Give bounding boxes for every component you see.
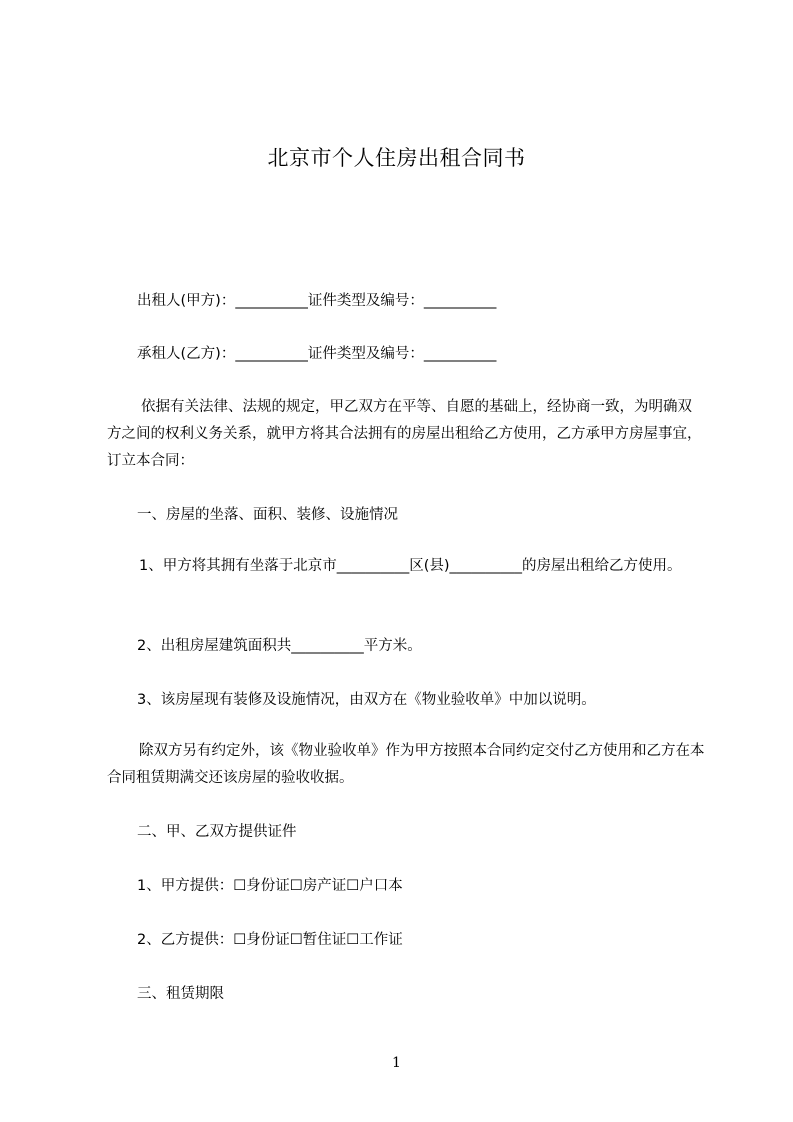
section-3-heading: 三、租赁期限 — [137, 986, 224, 1002]
section-2-item-1: 1、甲方提供：☐身份证☐房产证☐户口本 — [137, 878, 403, 894]
page-number: 1 — [392, 1055, 401, 1071]
intro-paragraph: 依据有关法律、法规的规定，甲乙双方在平等、自愿的基础上，经协商一致，为明确双方之间的权利义务关系，就甲方将其合法拥有的房屋出租给乙方使用，乙方承甲方房屋事宜，订立本合同： — [107, 399, 702, 469]
section-1-item-3: 3、该房屋现有装修及设施情况，由双方在《物业验收单》中加以说明。 — [137, 692, 596, 708]
section-1-note: 除双方另有约定外，该《物业验收单》作为甲方按照本合同约定交付乙方使用和乙方在本合同租赁期满交还该房屋的验收收据。 — [107, 743, 705, 786]
party-b-line: 承租人(乙方)：__________证件类型及编号：__________ — [137, 346, 497, 362]
section-1-heading: 一、房屋的坐落、面积、装修、设施情况 — [137, 507, 398, 523]
section-1-item-2: 2、出租房屋建筑面积共__________平方米。 — [137, 638, 422, 654]
section-2-heading: 二、甲、乙双方提供证件 — [137, 824, 297, 840]
section-2-item-2: 2、乙方提供：☐身份证☐暂住证☐工作证 — [137, 932, 403, 948]
document-title: 北京市个人住房出租合同书 — [267, 146, 526, 170]
party-a-line: 出租人(甲方)：__________证件类型及编号：__________ — [137, 293, 497, 309]
section-1-item-1: 1、甲方将其拥有坐落于北京市__________区(县)__________的房屋出租给乙方使用。 — [139, 558, 682, 574]
